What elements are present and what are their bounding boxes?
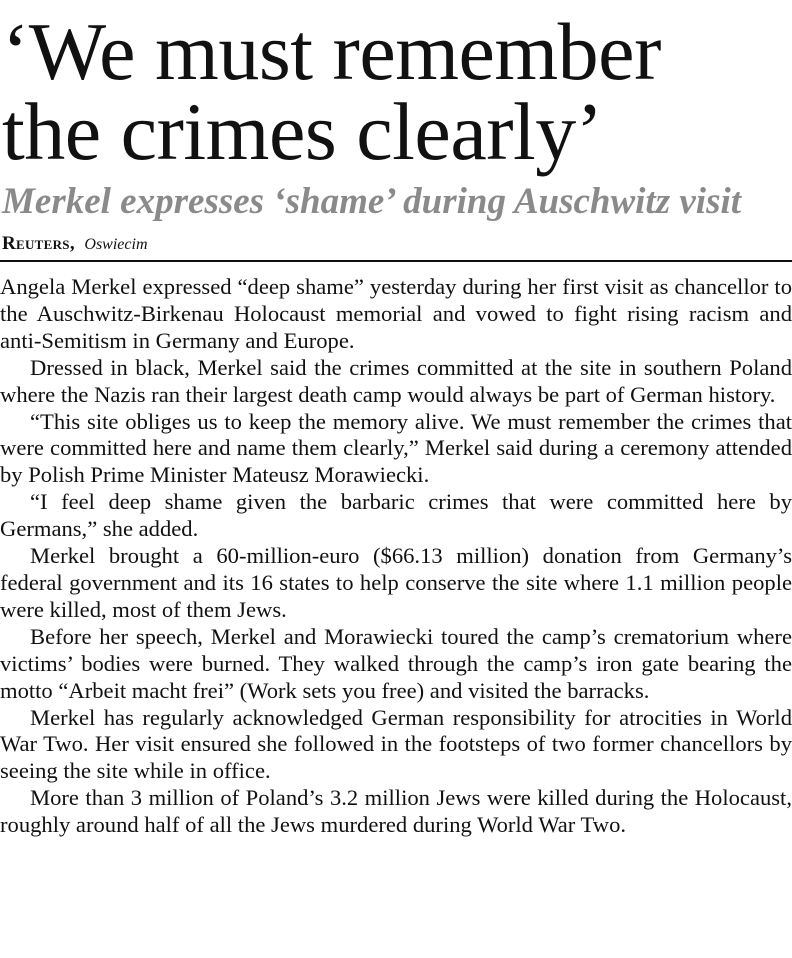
byline-divider bbox=[0, 260, 792, 262]
paragraph-4: “I feel deep shame given the barbaric crimes that were committed here by Germans,” she added. bbox=[0, 489, 792, 542]
paragraph-1: Angela Merkel expressed “deep shame” yesterday during her first visit as chancellor to the Auschwitz-Birkenau Holocaust memorial and vowed to fight rising racism and anti-Semitism in Germany and Europe. bbox=[0, 274, 792, 353]
byline-location: Oswiecim bbox=[84, 236, 148, 253]
byline bbox=[0, 232, 792, 256]
paragraph-2: Dressed in black, Merkel said the crimes committed at the site in southern Poland where the Nazis ran their largest death camp would always be part of German history. bbox=[0, 354, 792, 407]
article-body bbox=[0, 274, 792, 839]
byline-agency: Reuters, bbox=[2, 233, 75, 254]
paragraph-7: Merkel has regularly acknowledged German responsibility for atrocities in World War Two. Her visit ensured she followed in the footsteps of two former chancellors by seeing the site while in office. bbox=[0, 704, 792, 784]
headline-line-2: the crimes clearly’ bbox=[2, 86, 603, 177]
paragraph-6: Before her speech, Merkel and Morawiecki toured the camp’s crematorium where victims’ bodies were burned. They walked through the camp’s iron gate bearing the motto “Arbeit macht frei” (Work sets you free) and visited the barracks. bbox=[0, 623, 792, 703]
subheadline: Merkel expresses ‘shame’ during Auschwitz visit bbox=[2, 181, 742, 222]
headline-line-1: ‘We must remember bbox=[2, 6, 661, 97]
paragraph-3: “This site obliges us to keep the memory alive. We must remember the crimes that were committed here and name them clearly,” Merkel said during a ceremony attended by Polish Prime Minister Mateusz Morawiecki. bbox=[0, 408, 792, 488]
headline bbox=[0, 0, 792, 177]
paragraph-8: More than 3 million of Poland’s 3.2 million Jews were killed during the Holocaust, roughly around half of all the Jews murdered during World War Two. bbox=[0, 785, 792, 838]
paragraph-5: Merkel brought a 60-million-euro ($66.13 million) donation from Germany’s federal government and its 16 states to help conserve the site where 1.1 million people were killed, most of them Jews. bbox=[0, 543, 792, 622]
